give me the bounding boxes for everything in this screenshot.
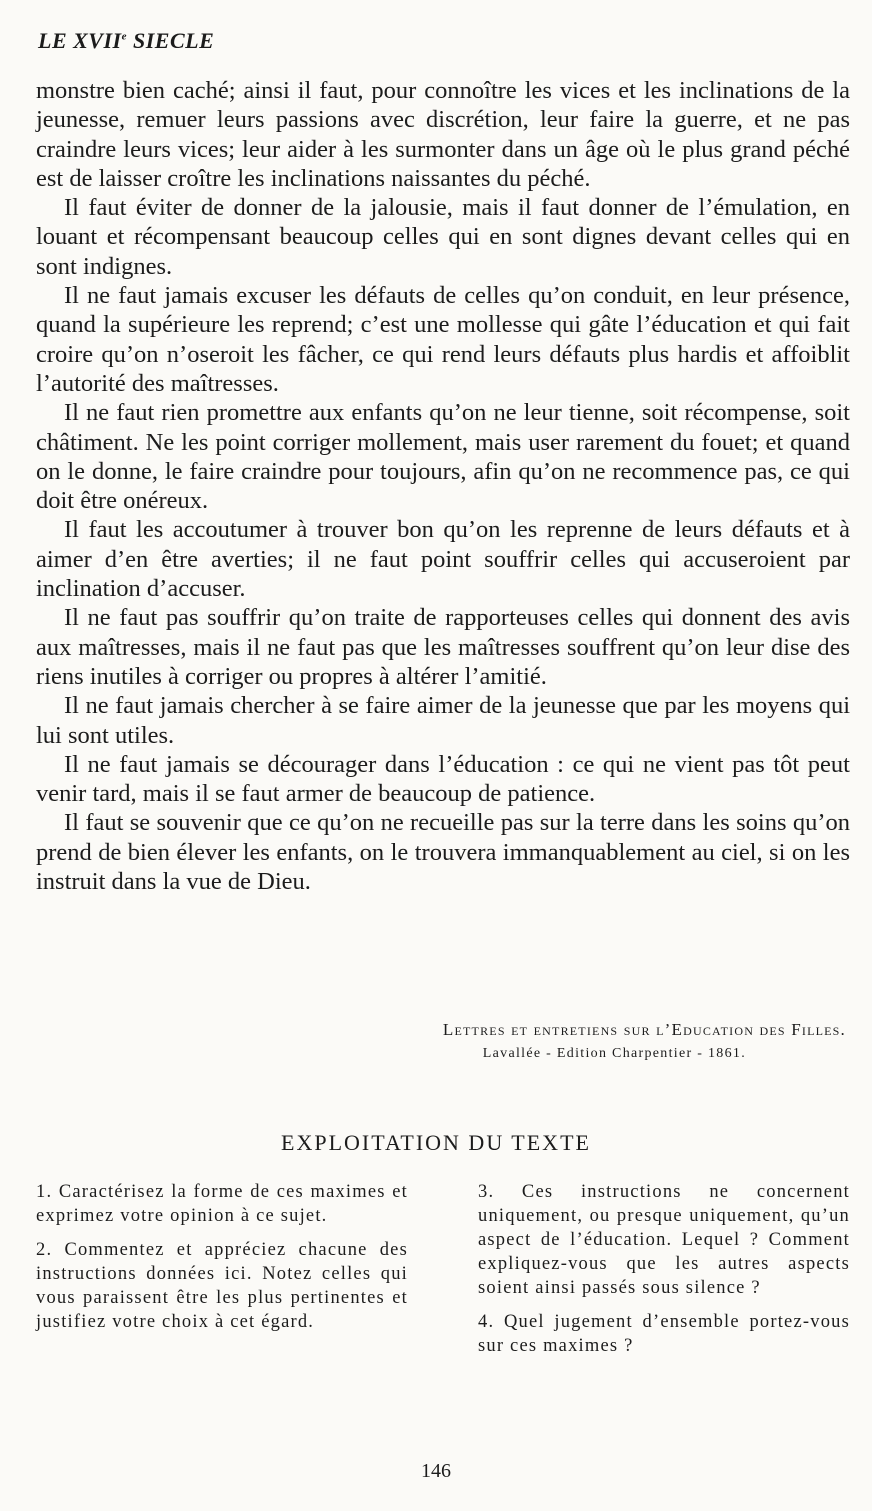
paragraph-5: Il faut les accoutumer à trouver bon qu’on les reprenne de leurs défauts et à aimer d’en être averties; il ne faut point souffrir celles qui accuseroient par inclination d’accuser. [36, 516, 850, 603]
paragraph-9: Il faut se souvenir que ce qu’on ne recueille pas sur la terre dans les soins qu’on prend de bien élever les enfants, on le trouvera immanquablement au ciel, si on les instruit dans la vue de Dieu. [36, 809, 850, 896]
running-title-superscript: e [121, 30, 127, 43]
question-3: 3. Ces instructions ne concernent uniquement, ou presque uniquement, qu’un aspect de l’éducation. Lequel ? Comment expliquez-vous que les autres aspects soient ainsi passés sous silence ? [478, 1182, 850, 1298]
running-title-prefix: LE XVII [38, 28, 122, 53]
question-4: 4. Quel jugement d’ensemble portez-vous sur ces maximes ? [478, 1312, 850, 1356]
source-edition: Lavallée - Edition Charpentier - 1861. [482, 1046, 746, 1061]
paragraph-3: Il ne faut jamais excuser les défauts de celles qu’on conduit, en leur présence, quand la supérieure les reprend; c’est une mollesse qui gâte l’éducation et qui fait croire qu’on n’oseroit les fâcher, ce qui rend leurs défauts plus hardis et affoiblit l’autorité des maîtresses. [36, 282, 850, 397]
exploitation-heading: EXPLOITATION DU TEXTE [281, 1130, 591, 1155]
paragraph-6: Il ne faut pas souffrir qu’on traite de rapporteuses celles qui donnent des avis aux maîtresses, mais il ne faut pas que les maîtresses souffrent qu’on leur dise des riens inutiles à corriger ou propres à altérer l’amitié. [36, 604, 850, 690]
questions-left-column [36, 1180, 408, 1344]
paragraph-2: Il faut éviter de donner de la jalousie, mais il faut donner de l’émulation, en louant et récompensant beaucoup celles qui en sont dignes devant celles qui en sont indignes. [36, 194, 850, 280]
page-number: 146 [421, 1460, 451, 1482]
questions-right-column [478, 1180, 850, 1368]
running-title-suffix: SIECLE [126, 28, 215, 53]
running-header [38, 28, 214, 54]
source-citation [443, 1018, 846, 1066]
paragraph-4: Il ne faut rien promettre aux enfants qu’on ne leur tienne, soit récompense, soit châtiment. Ne les point corriger mollement, mais user rarement du fouet; et quand on le donne, le faire craindre pour toujours, afin qu’on ne recommence pas, ce qui doit être onéreux. [36, 399, 850, 515]
paragraph-1: monstre bien caché; ainsi il faut, pour connoître les vices et les inclinations de la jeunesse, remuer leurs passions avec discrétion, leur faire la guerre, et ne pas craindre leurs vices; leur aider à les surmonter dans un âge où le plus grand péché est de laisser croître les inclinations naissantes du péché. [36, 77, 850, 192]
paragraph-8: Il ne faut jamais se décourager dans l’éducation : ce qui ne vient pas tôt peut venir tard, mais il se faut armer de beaucoup de patience. [36, 750, 850, 808]
main-text [36, 76, 850, 896]
question-1: 1. Caractérisez la forme de ces maximes et exprimez votre opinion à ce sujet. [36, 1182, 408, 1226]
source-title: Lettres et entretiens sur l’Education des Filles. [442, 1020, 846, 1039]
question-2: 2. Commentez et appréciez chacune des instructions données ici. Notez celles qui vous paraissent être les plus pertinentes et justifiez votre choix à cet égard. [36, 1240, 408, 1332]
paragraph-7: Il ne faut jamais chercher à se faire aimer de la jeunesse que par les moyens qui lui sont utiles. [36, 692, 850, 749]
